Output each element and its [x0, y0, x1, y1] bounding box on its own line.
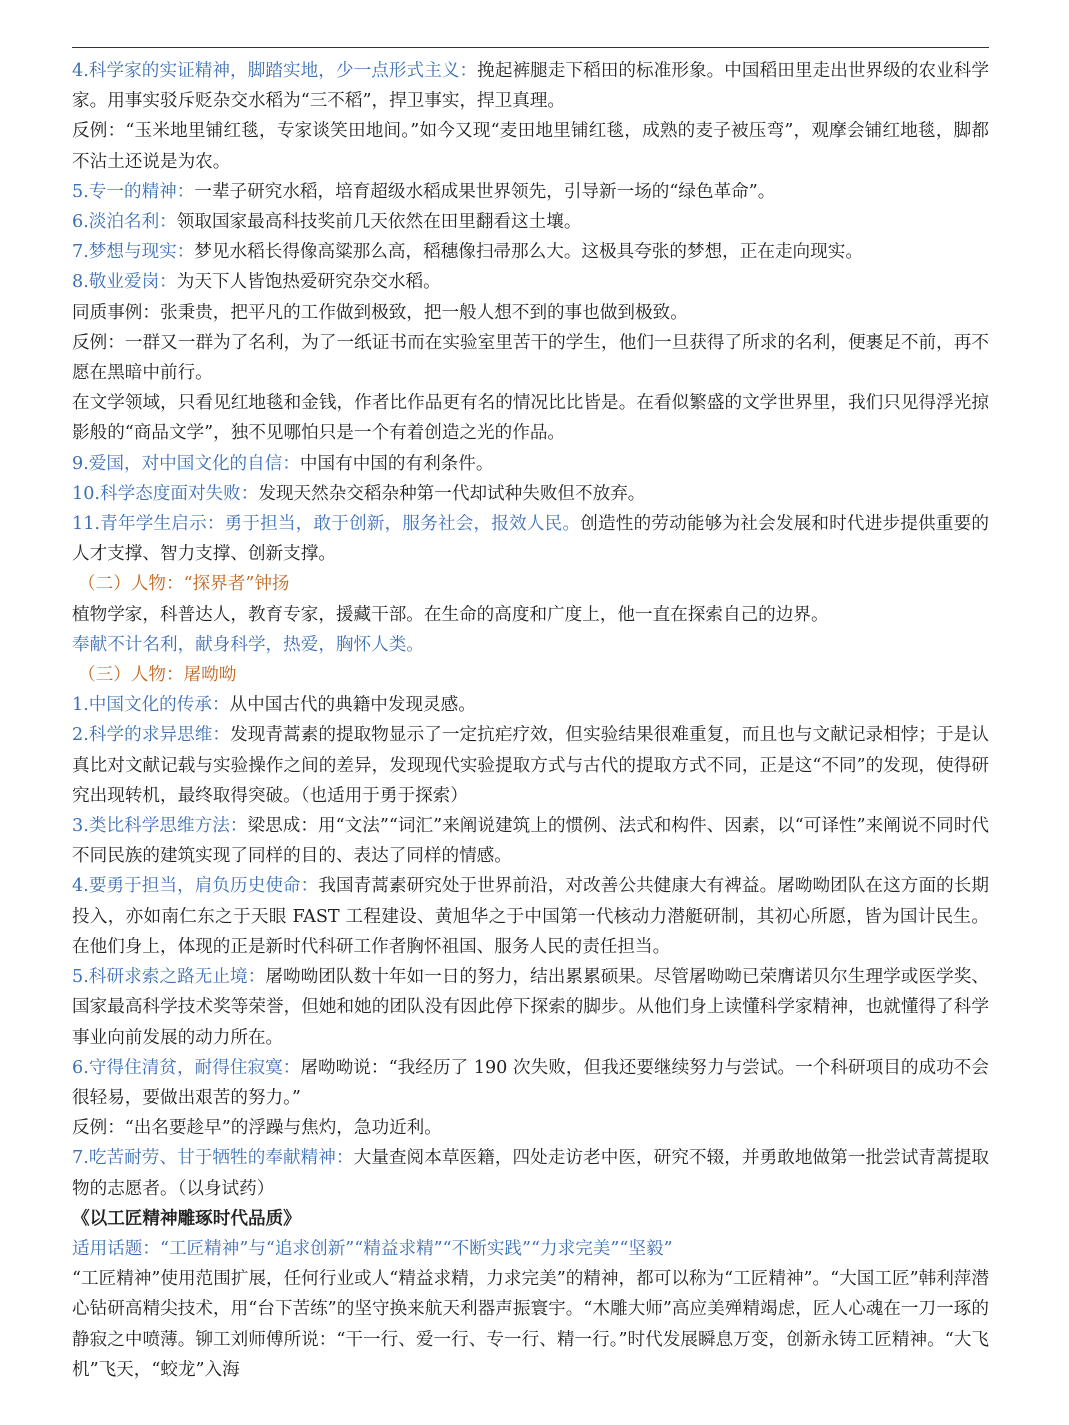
point-text: 屠呦呦说：“我经历了 190 次失败，但我还要继续努力与尝试。一个科研项目的成功不会很轻易，要做出艰苦的努力。”: [72, 1057, 989, 1108]
point-text: 我国青蒿素研究处于世界前沿，对改善公共健康大有裨益。屠呦呦团队在这方面的长期投入，亦如南仁东之于天眼 FAST 工程建设、黄旭华之于中国第一代核动力潜艇研制，其初心所愿，皆为国计民生。在他们身上，体现的正是新时代科研工作者胸怀祖国、服务人民的责任担当。: [72, 876, 989, 957]
point-heading: 7.梦想与现实：: [72, 242, 195, 263]
point-text: 领取国家最高科技奖前几天依然在田里翻看这土壤。: [176, 212, 582, 233]
paragraph: [72, 509, 989, 569]
point-heading: 10.科学态度面对失败：: [72, 483, 259, 504]
point-text: 一辈子研究水稻，培育超级水稻成果世界领先，引导新一场的“绿色革命”。: [194, 181, 776, 202]
point-text: 为天下人皆饱热爱研究杂交水稻。: [176, 272, 441, 293]
paragraph: [72, 720, 989, 811]
point-text: 反例：一群又一群为了名利，为了一纸证书而在实验室里苦干的学生，他们一旦获得了所求的名利，便裹足不前，再不愿在黑暗中前行。: [72, 332, 989, 384]
point-heading: 6.守得住清贫，耐得住寂寞：: [72, 1057, 301, 1078]
section-heading-tu-youyou: （三）人物：屠呦呦: [78, 665, 237, 686]
paragraph: [72, 871, 989, 962]
point-text: 反例：“玉米地里铺红毯，专家谈笑田地间。”如今又现“麦田地里铺红毯，成熟的麦子被压弯”，观摩会铺红地毯，脚都不沾土还说是为农。: [72, 121, 989, 172]
point-heading: 3.类比科学思维方法：: [72, 816, 248, 837]
point-text: 发现天然杂交稻杂种第一代却试种失败但不放弃。: [258, 483, 646, 504]
paragraph: [72, 1053, 989, 1113]
applicable-topics: 适用话题：“工匠精神”与“追求创新”“精益求精”“不断实践”“力求完美”“坚毅”: [72, 1238, 673, 1259]
paragraph: [72, 237, 989, 267]
essay-body: “工匠精神”使用范围扩展，任何行业或人“精益求精，力求完美”的精神，都可以称为“工匠精神”。“大国工匠”韩利萍潜心钻研高精尖技术，用“台下苦练”的坚守换来航天利器声振寰宇。“木雕大师”高应美殚精竭虑，匠人心魂在一刀一琢的静寂之中喷薄。铆工刘师傅所说：“干一行、爱一行、专一行、精一行。”时代发展瞬息万变，创新永铸工匠精神。“大飞机”飞天，“蛟龙”入海: [72, 1269, 989, 1380]
point-heading: 5.科研求索之路无止境：: [72, 967, 266, 988]
paragraph: [72, 207, 989, 237]
document-body: [72, 56, 989, 1385]
point-heading: 9.爱国，对中国文化的自信：: [72, 453, 300, 474]
paragraph: [72, 298, 989, 328]
essay-title: 《以工匠精神雕琢时代品质》: [72, 1207, 301, 1229]
point-heading: 5.专一的精神：: [72, 181, 195, 202]
section-tagline: 奉献不计名利，献身科学，热爱，胸怀人类。: [72, 634, 424, 655]
point-text: 梁思成：用“文法”“词汇”来阐说建筑上的惯例、法式和构件、因素，以“可译性”来阐说不同时代不同民族的建筑实现了同样的目的、表达了同样的情感。: [72, 816, 989, 867]
point-text: 屠呦呦团队数十年如一日的努力，结出累累硕果。尽管屠呦呦已荣膺诺贝尔生理学或医学奖、国家最高科学技术奖等荣誉，但她和她的团队没有因此停下探索的脚步。从他们身上读懂科学家精神，也就懂得了科学事业向前发展的动力所在。: [72, 967, 989, 1048]
point-text: 大量查阅本草医籍，四处走访老中医，研究不辍，并勇敢地做第一批尝试青蒿提取物的志愿者。（以身试药）: [72, 1148, 989, 1199]
point-heading: 2.科学的求异思维：: [72, 725, 231, 746]
paragraph: [72, 328, 989, 388]
point-heading: 7.吃苦耐劳、甘于牺牲的奉献精神：: [72, 1148, 354, 1169]
point-text: 在文学领域，只看见红地毯和金钱，作者比作品更有名的情况比比皆是。在看似繁盛的文学世界里，我们只见得浮光掠影般的“商品文学”，独不见哪怕只是一个有着创造之光的作品。: [72, 393, 989, 444]
paragraph: [72, 56, 989, 116]
point-heading: 6.淡泊名利：: [72, 212, 177, 233]
paragraph: [72, 479, 989, 509]
paragraph: [72, 116, 989, 176]
paragraph: [72, 267, 989, 297]
point-text: 从中国古代的典籍中发现灵感。: [229, 695, 476, 716]
point-text: 中国有中国的有利条件。: [299, 453, 494, 474]
point-heading: 4.要勇于担当，肩负历史使命：: [72, 876, 319, 897]
paragraph: [72, 177, 989, 207]
point-text: 梦见水稻长得像高粱那么高，稻穗像扫帚那么大。这极具夸张的梦想，正在走向现实。: [194, 242, 863, 263]
point-text: 创造性的劳动能够为社会发展和时代进步提供重要的人才支撑、智力支撑、创新支撑。: [72, 514, 989, 565]
point-heading: 8.敬业爱岗：: [72, 272, 177, 293]
top-rule: [72, 47, 989, 48]
paragraph: [72, 962, 989, 1053]
point-text: 反例：“出名要趁早”的浮躁与焦灼，急功近利。: [72, 1118, 442, 1139]
point-text: 挽起裤腿走下稻田的标准形象。中国稻田里走出世界级的农业科学家。用事实驳斥贬杂交水稻为“三不稻”，捍卫事实，捍卫真理。: [72, 61, 989, 112]
paragraph: [72, 388, 989, 448]
point-text: 发现青蒿素的提取物显示了一定抗疟疗效，但实验结果很难重复，而且也与文献记录相悖；于是认真比对文献记载与实验操作之间的差异，发现现代实验提取方式与古代的提取方式不同，正是这“不同”的发现，使得研究出现转机，最终取得突破。（也适用于勇于探索）: [72, 725, 989, 806]
paragraph: [72, 449, 989, 479]
paragraph: [72, 811, 989, 871]
point-heading: 1.中国文化的传承：: [72, 695, 230, 716]
section-heading-zhong-yang: （二）人物：“探界者”钟扬: [78, 574, 290, 595]
point-text: 同质事例：张秉贵，把平凡的工作做到极致，把一般人想不到的事也做到极致。: [72, 302, 688, 323]
point-heading: 11.青年学生启示：勇于担当，敢于创新，服务社会，报效人民。: [72, 514, 581, 535]
paragraph: [72, 1113, 989, 1143]
section-text: 植物学家，科普达人，教育专家，援藏干部。在生命的高度和广度上，他一直在探索自己的边界。: [72, 604, 829, 625]
paragraph: [72, 690, 989, 720]
point-heading: 4.科学家的实证精神，脚踏实地，少一点形式主义：: [72, 61, 478, 81]
paragraph: [72, 1143, 989, 1203]
